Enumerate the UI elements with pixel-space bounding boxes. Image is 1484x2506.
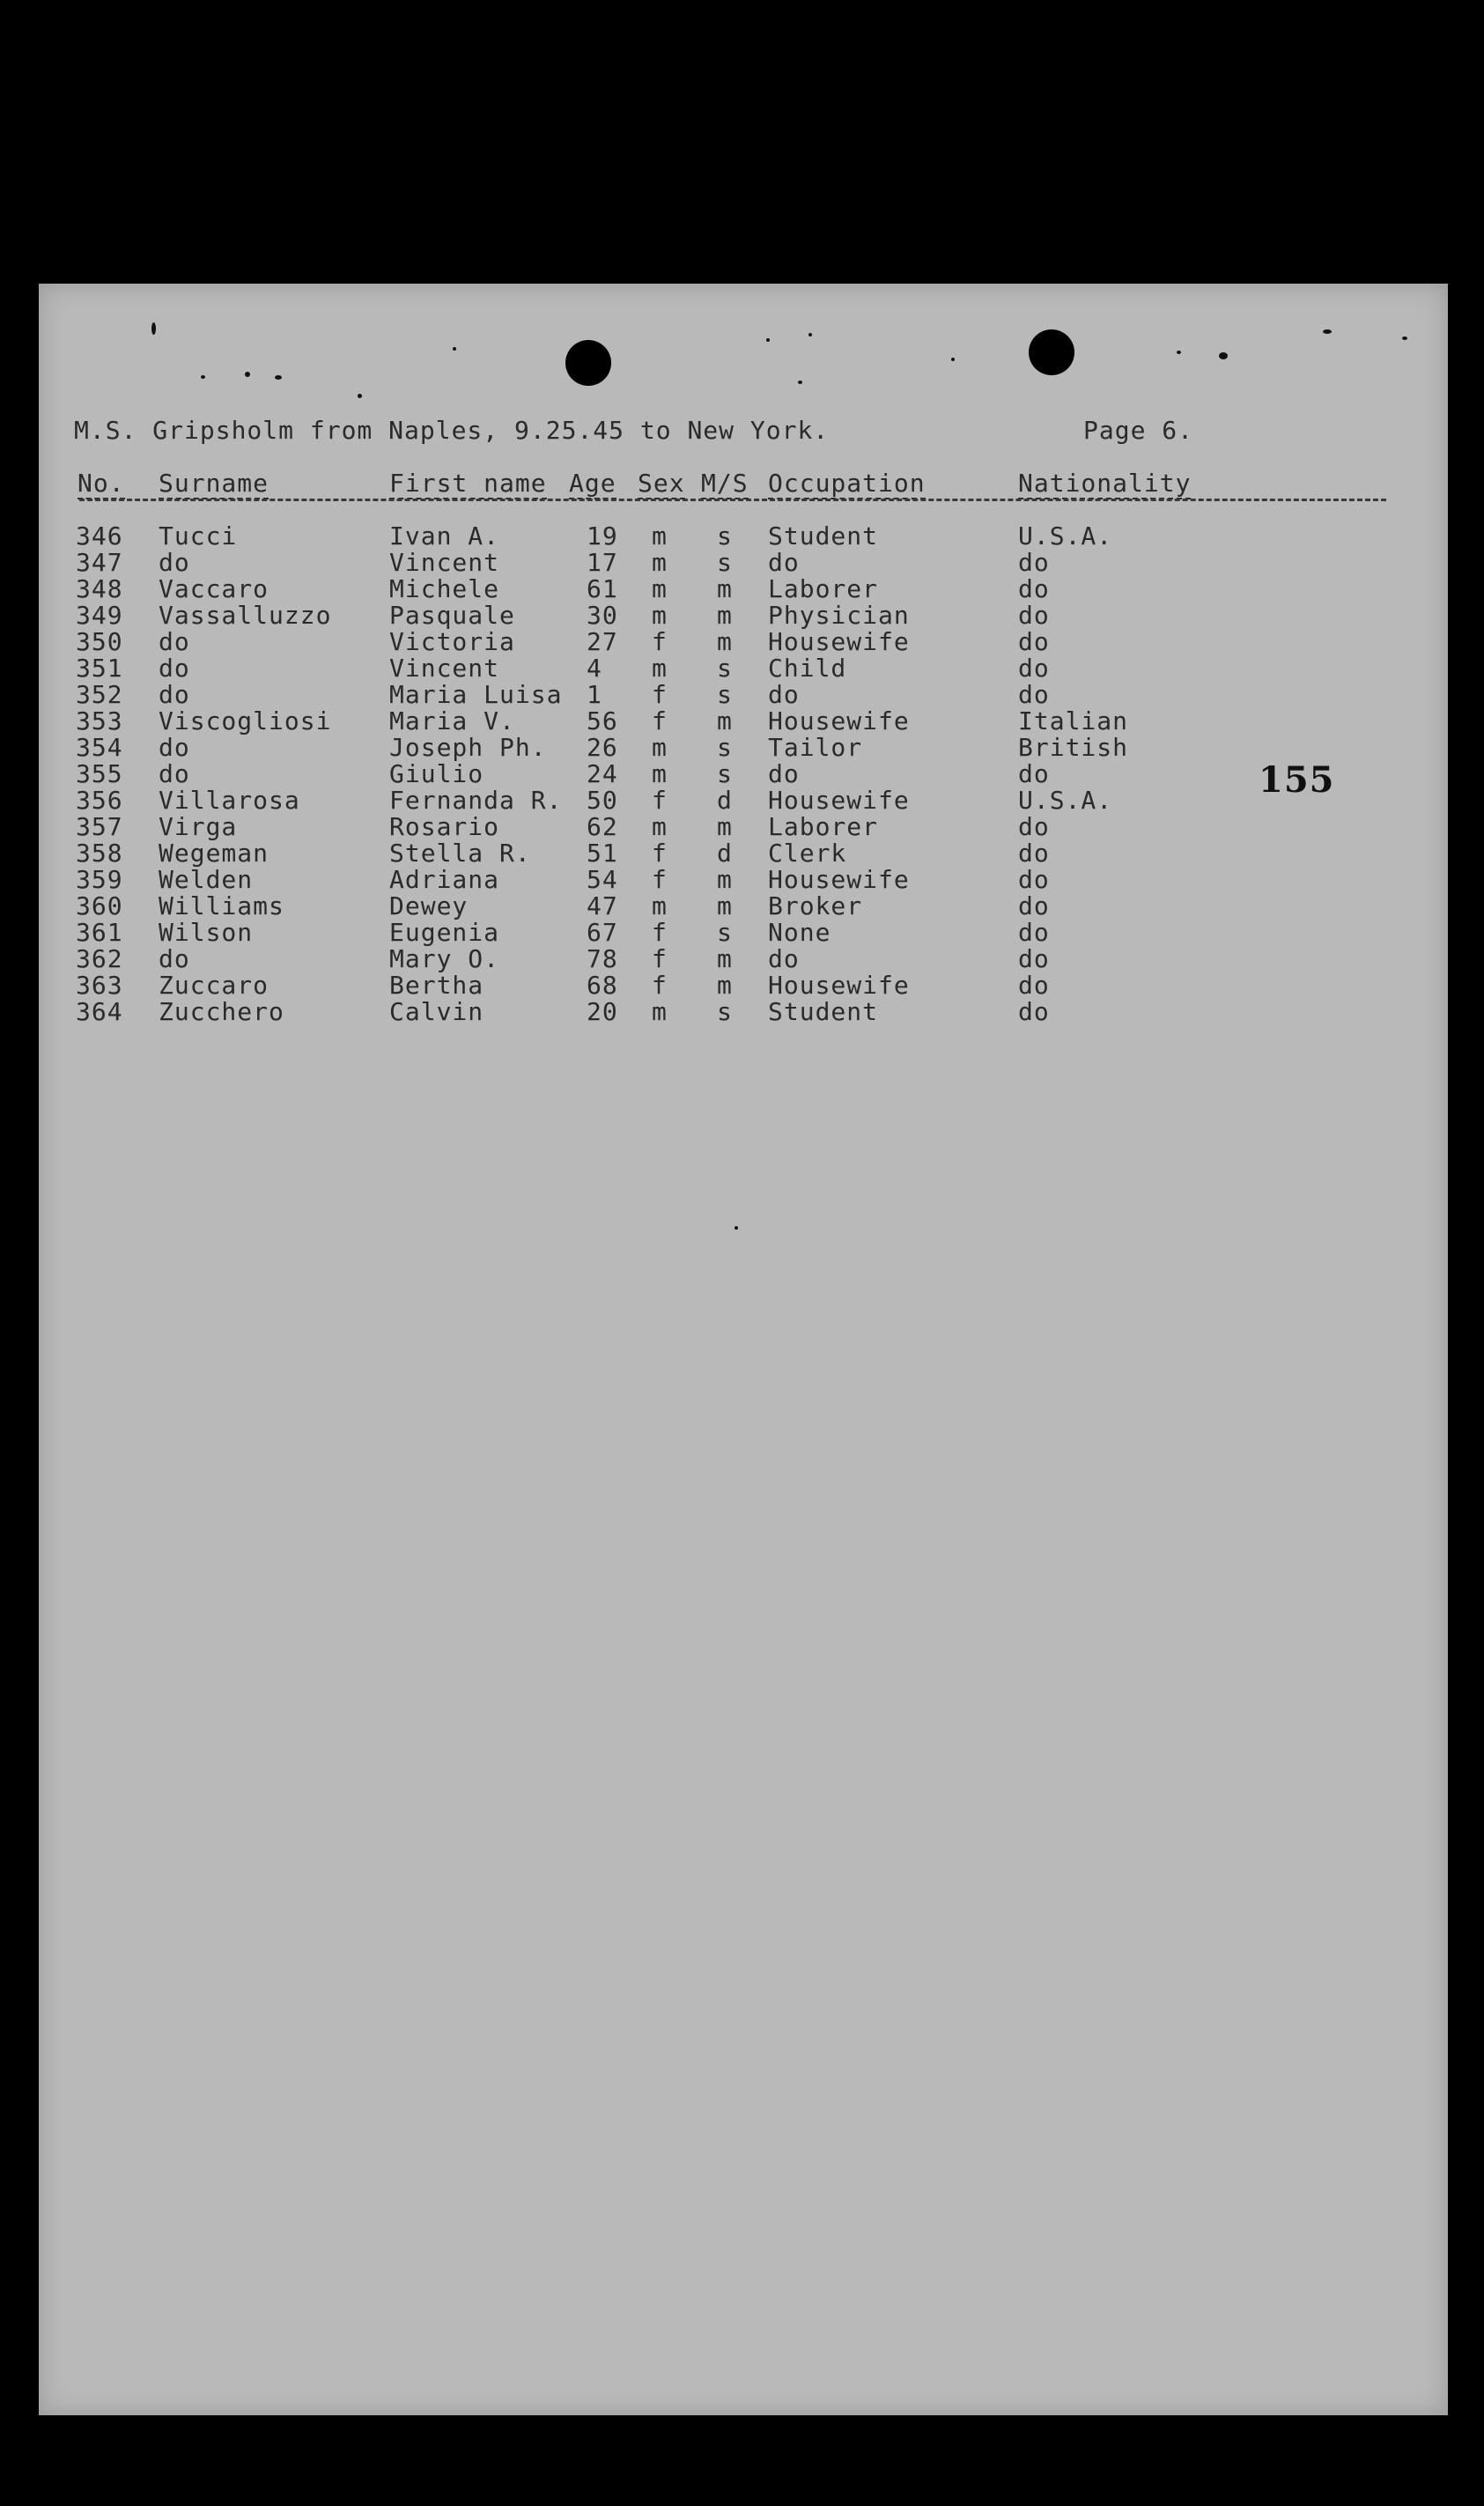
row-nationality: do bbox=[1018, 601, 1050, 630]
row-ms: m bbox=[717, 812, 733, 841]
row-age: 67 bbox=[587, 918, 618, 947]
row-sex: f bbox=[652, 680, 668, 709]
col-first-name: First name bbox=[389, 469, 547, 498]
row-surname: do bbox=[159, 680, 190, 709]
row-ms: m bbox=[717, 574, 733, 603]
speck bbox=[275, 375, 282, 380]
row-age: 1 bbox=[587, 680, 602, 709]
punch-hole-left bbox=[565, 340, 611, 386]
row-first-name: Maria V. bbox=[389, 706, 515, 736]
row-nationality: do bbox=[1018, 891, 1050, 920]
row-nationality: U.S.A. bbox=[1018, 521, 1113, 551]
row-first-name: Maria Luisa bbox=[389, 680, 563, 709]
row-nationality: do bbox=[1018, 654, 1050, 683]
row-surname: Zucchero bbox=[159, 997, 284, 1026]
row-age: 26 bbox=[587, 733, 618, 762]
row-no: 346 bbox=[76, 521, 123, 551]
punch-hole-right bbox=[1029, 329, 1074, 375]
row-surname: do bbox=[159, 548, 190, 577]
row-nationality: do bbox=[1018, 548, 1050, 577]
manifest-sheet bbox=[39, 284, 1448, 2415]
row-no: 352 bbox=[76, 680, 123, 709]
row-age: 50 bbox=[587, 786, 618, 815]
row-sex: m bbox=[652, 521, 668, 551]
col-age: Age bbox=[569, 469, 616, 498]
row-first-name: Vincent bbox=[389, 654, 500, 683]
row-first-name: Vincent bbox=[389, 548, 500, 577]
row-nationality: do bbox=[1018, 918, 1050, 947]
row-sex: m bbox=[652, 733, 668, 762]
row-nationality: do bbox=[1018, 839, 1050, 868]
row-occupation: Tailor bbox=[768, 733, 863, 762]
row-ms: m bbox=[717, 706, 733, 736]
row-age: 54 bbox=[587, 865, 618, 894]
row-occupation: Student bbox=[768, 997, 879, 1026]
row-sex: f bbox=[652, 627, 668, 656]
row-first-name: Joseph Ph. bbox=[389, 733, 547, 762]
row-no: 362 bbox=[76, 944, 123, 973]
row-age: 27 bbox=[587, 627, 618, 656]
row-sex: m bbox=[652, 548, 668, 577]
row-sex: f bbox=[652, 865, 668, 894]
col-ms: M/S bbox=[701, 469, 749, 498]
col-occupation: Occupation bbox=[768, 469, 926, 498]
row-first-name: Victoria bbox=[389, 627, 515, 656]
col-nationality: Nationality bbox=[1018, 469, 1192, 498]
row-nationality: do bbox=[1018, 812, 1050, 841]
row-age: 17 bbox=[587, 548, 618, 577]
row-age: 24 bbox=[587, 759, 618, 788]
row-surname: Vassalluzzo bbox=[159, 601, 332, 630]
row-occupation: Broker bbox=[768, 891, 863, 920]
row-occupation: Student bbox=[768, 521, 879, 551]
row-first-name: Giulio bbox=[389, 759, 484, 788]
row-surname: do bbox=[159, 944, 190, 973]
row-ms: s bbox=[717, 918, 733, 947]
row-ms: s bbox=[717, 997, 733, 1026]
row-first-name: Stella R. bbox=[389, 839, 531, 868]
row-ms: s bbox=[717, 654, 733, 683]
row-surname: Wilson bbox=[159, 918, 254, 947]
row-age: 61 bbox=[587, 574, 618, 603]
row-surname: Zuccaro bbox=[159, 971, 269, 1000]
row-sex: m bbox=[652, 601, 668, 630]
row-surname: do bbox=[159, 627, 190, 656]
row-ms: m bbox=[717, 944, 733, 973]
row-ms: m bbox=[717, 891, 733, 920]
col-no: No. bbox=[78, 469, 125, 498]
row-sex: m bbox=[652, 574, 668, 603]
row-surname: Virga bbox=[159, 812, 238, 841]
row-occupation: Housewife bbox=[768, 627, 910, 656]
speck bbox=[151, 322, 156, 335]
speck bbox=[201, 375, 205, 379]
row-sex: f bbox=[652, 971, 668, 1000]
row-nationality: U.S.A. bbox=[1018, 786, 1113, 815]
row-surname: do bbox=[159, 654, 190, 683]
row-occupation: do bbox=[768, 680, 800, 709]
row-occupation: Housewife bbox=[768, 706, 910, 736]
row-nationality: British bbox=[1018, 733, 1129, 762]
row-no: 348 bbox=[76, 574, 123, 603]
row-occupation: Laborer bbox=[768, 812, 879, 841]
row-ms: s bbox=[717, 548, 733, 577]
row-occupation: Physician bbox=[768, 601, 910, 630]
row-sex: f bbox=[652, 786, 668, 815]
row-no: 351 bbox=[76, 654, 123, 683]
row-no: 361 bbox=[76, 918, 123, 947]
row-occupation: Housewife bbox=[768, 786, 910, 815]
row-ms: d bbox=[717, 839, 733, 868]
row-sex: f bbox=[652, 706, 668, 736]
manifest-header: M.S. Gripsholm from Naples, 9.25.45 to New York. bbox=[74, 416, 830, 445]
row-occupation: do bbox=[768, 944, 800, 973]
row-surname: Villarosa bbox=[159, 786, 300, 815]
row-first-name: Eugenia bbox=[389, 918, 500, 947]
row-no: 347 bbox=[76, 548, 123, 577]
header-rule bbox=[79, 499, 1386, 501]
row-nationality: do bbox=[1018, 627, 1050, 656]
row-ms: m bbox=[717, 601, 733, 630]
row-surname: Welden bbox=[159, 865, 254, 894]
row-no: 350 bbox=[76, 627, 123, 656]
row-age: 56 bbox=[587, 706, 618, 736]
row-age: 68 bbox=[587, 971, 618, 1000]
row-ms: s bbox=[717, 521, 733, 551]
row-first-name: Fernanda R. bbox=[389, 786, 563, 815]
row-age: 30 bbox=[587, 601, 618, 630]
row-age: 4 bbox=[587, 654, 602, 683]
row-sex: m bbox=[652, 997, 668, 1026]
row-occupation: Child bbox=[768, 654, 847, 683]
row-surname: do bbox=[159, 733, 190, 762]
row-age: 78 bbox=[587, 944, 618, 973]
row-first-name: Calvin bbox=[389, 997, 484, 1026]
row-no: 360 bbox=[76, 891, 123, 920]
row-occupation: Housewife bbox=[768, 971, 910, 1000]
row-no: 356 bbox=[76, 786, 123, 815]
row-first-name: Dewey bbox=[389, 891, 469, 920]
row-sex: f bbox=[652, 944, 668, 973]
row-nationality: do bbox=[1018, 680, 1050, 709]
row-sex: m bbox=[652, 654, 668, 683]
speck bbox=[245, 372, 250, 377]
row-age: 20 bbox=[587, 997, 618, 1026]
row-ms: s bbox=[717, 680, 733, 709]
row-nationality: Italian bbox=[1018, 706, 1129, 736]
row-no: 359 bbox=[76, 865, 123, 894]
row-occupation: do bbox=[768, 548, 800, 577]
row-no: 353 bbox=[76, 706, 123, 736]
row-no: 363 bbox=[76, 971, 123, 1000]
row-sex: m bbox=[652, 759, 668, 788]
row-nationality: do bbox=[1018, 971, 1050, 1000]
row-no: 364 bbox=[76, 997, 123, 1026]
speck bbox=[453, 347, 456, 351]
row-sex: f bbox=[652, 839, 668, 868]
row-nationality: do bbox=[1018, 574, 1050, 603]
row-no: 355 bbox=[76, 759, 123, 788]
row-occupation: Housewife bbox=[768, 865, 910, 894]
speck bbox=[766, 338, 770, 342]
row-occupation: Clerk bbox=[768, 839, 847, 868]
row-sex: f bbox=[652, 918, 668, 947]
speck bbox=[798, 381, 802, 384]
row-occupation: do bbox=[768, 759, 800, 788]
row-ms: s bbox=[717, 759, 733, 788]
speck bbox=[1219, 352, 1228, 359]
row-ms: s bbox=[717, 733, 733, 762]
row-surname: Wegeman bbox=[159, 839, 269, 868]
row-nationality: do bbox=[1018, 997, 1050, 1026]
row-surname: Williams bbox=[159, 891, 284, 920]
row-age: 51 bbox=[587, 839, 618, 868]
speck bbox=[1402, 336, 1407, 340]
row-first-name: Mary O. bbox=[389, 944, 500, 973]
speck bbox=[1177, 351, 1181, 354]
row-nationality: do bbox=[1018, 944, 1050, 973]
row-no: 349 bbox=[76, 601, 123, 630]
speck bbox=[808, 333, 812, 336]
row-surname: do bbox=[159, 759, 190, 788]
row-surname: Tucci bbox=[159, 521, 238, 551]
row-no: 358 bbox=[76, 839, 123, 868]
row-first-name: Bertha bbox=[389, 971, 484, 1000]
row-first-name: Rosario bbox=[389, 812, 500, 841]
row-ms: m bbox=[717, 865, 733, 894]
row-occupation: Laborer bbox=[768, 574, 879, 603]
row-surname: Viscogliosi bbox=[159, 706, 332, 736]
speck bbox=[1323, 329, 1332, 334]
speck bbox=[735, 1226, 738, 1230]
row-ms: d bbox=[717, 786, 733, 815]
row-age: 19 bbox=[587, 521, 618, 551]
row-ms: m bbox=[717, 971, 733, 1000]
row-surname: Vaccaro bbox=[159, 574, 269, 603]
row-nationality: do bbox=[1018, 759, 1050, 788]
row-age: 62 bbox=[587, 812, 618, 841]
row-no: 357 bbox=[76, 812, 123, 841]
row-sex: m bbox=[652, 812, 668, 841]
col-surname: Surname bbox=[159, 469, 269, 498]
row-first-name: Michele bbox=[389, 574, 500, 603]
row-nationality: do bbox=[1018, 865, 1050, 894]
row-sex: m bbox=[652, 891, 668, 920]
row-age: 47 bbox=[587, 891, 618, 920]
speck bbox=[358, 394, 362, 398]
row-first-name: Pasquale bbox=[389, 601, 515, 630]
row-ms: m bbox=[717, 627, 733, 656]
speck bbox=[951, 358, 955, 361]
row-first-name: Adriana bbox=[389, 865, 500, 894]
row-no: 354 bbox=[76, 733, 123, 762]
col-sex: Sex bbox=[638, 469, 685, 498]
row-first-name: Ivan A. bbox=[389, 521, 500, 551]
stamp-number: 155 bbox=[1259, 759, 1335, 801]
page-number: Page 6. bbox=[1083, 416, 1194, 445]
row-occupation: None bbox=[768, 918, 831, 947]
